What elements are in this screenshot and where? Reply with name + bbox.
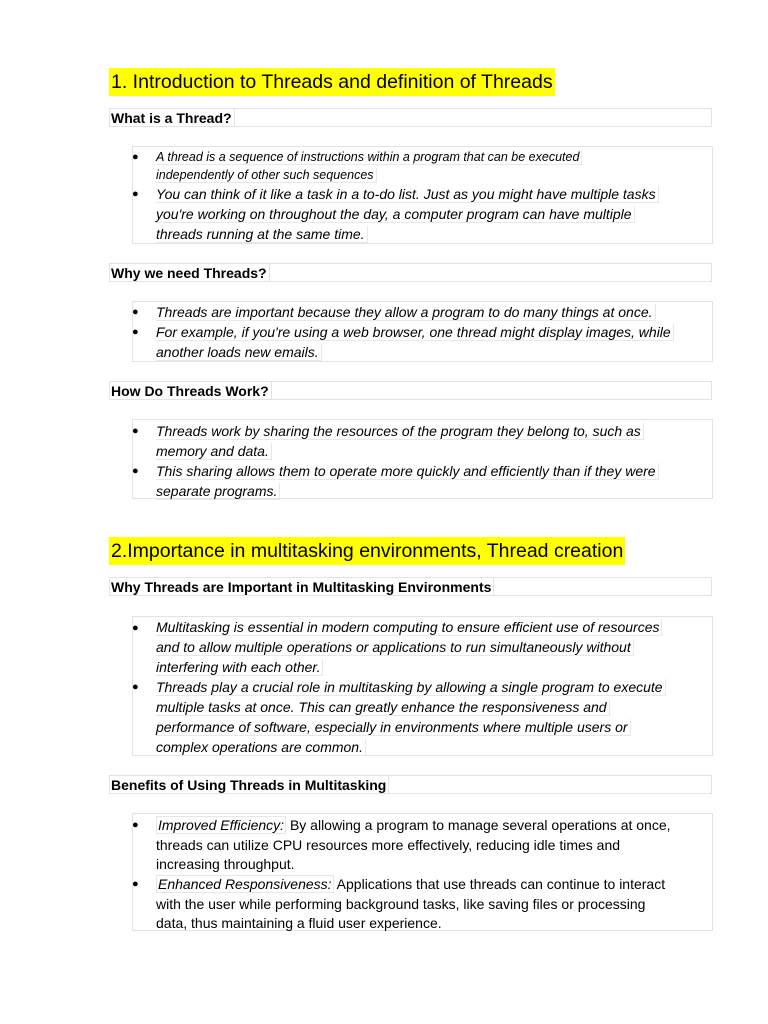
list-item-line: For example, if you're using a web browser, one thread might display images, while xyxy=(156,324,674,341)
bullet-icon: ● xyxy=(132,151,139,163)
list-item-line: increasing throughput. xyxy=(156,856,295,872)
bullet-icon: ● xyxy=(132,465,139,477)
bullet-icon: ● xyxy=(132,188,139,200)
list-item-line: you're working on throughout the day, a computer program can have multiple xyxy=(156,206,635,223)
subsection-heading: How Do Threads Work? xyxy=(111,382,272,400)
list-item-line: separate programs. xyxy=(156,483,280,500)
benefit-term: Enhanced Responsiveness: xyxy=(158,876,332,892)
bullet-list xyxy=(132,301,713,362)
subsection-heading: Why we need Threads? xyxy=(111,264,270,282)
subsection-heading-box xyxy=(109,381,712,400)
list-item-line: and to allow multiple operations or applications to run simultaneously without xyxy=(156,639,634,656)
benefit-term: Improved Efficiency: xyxy=(158,817,285,833)
bullet-list xyxy=(132,813,713,931)
list-item-line: memory and data. xyxy=(156,443,272,460)
list-item-line: performance of software, especially in environments where multiple users or xyxy=(156,719,631,736)
bullet-icon: ● xyxy=(132,425,139,437)
bullet-list xyxy=(132,146,713,244)
section-title: 2.Importance in multitasking environments, Thread creation xyxy=(109,537,625,565)
benefit-text: Applications that use threads can continue to interact xyxy=(333,876,666,892)
list-item-line: You can think of it like a task in a to-do list. Just as you might have multiple tasks xyxy=(156,186,659,203)
list-item-line: with the user while performing background tasks, like saving files or processing xyxy=(156,896,646,912)
bullet-icon: ● xyxy=(132,878,139,890)
list-item-line: This sharing allows them to operate more quickly and efficiently than if they were xyxy=(156,463,659,480)
bullet-icon: ● xyxy=(132,306,139,318)
list-item-line: Threads play a crucial role in multitasking by allowing a single program to execute xyxy=(156,679,666,696)
bullet-icon: ● xyxy=(132,681,139,693)
bullet-list xyxy=(132,616,713,756)
list-item-line: threads running at the same time. xyxy=(156,226,368,243)
subsection-heading-box xyxy=(109,577,712,596)
subsection-heading-box xyxy=(109,263,712,282)
subsection-heading: Why Threads are Important in Multitasking Environments xyxy=(111,578,494,596)
list-item-line: interfering with each other. xyxy=(156,659,323,676)
bullet-icon: ● xyxy=(132,622,139,634)
bullet-icon: ● xyxy=(132,819,139,831)
list-item-line: Threads are important because they allow a program to do many things at once. xyxy=(156,304,656,321)
subsection-heading-box xyxy=(109,108,712,127)
section-title: 1. Introduction to Threads and definition of Threads xyxy=(109,68,555,96)
bullet-icon: ● xyxy=(132,326,139,338)
list-item-line: threads can utilize CPU resources more effectively, reducing idle times and xyxy=(156,837,621,853)
list-item-line: data, thus maintaining a fluid user experience. xyxy=(156,915,442,931)
list-item-line: multiple tasks at once. This can greatly enhance the responsiveness and xyxy=(156,699,610,716)
list-item-line: independently of other such sequences xyxy=(156,168,377,183)
list-item-line: A thread is a sequence of instructions within a program that can be executed xyxy=(156,150,582,165)
list-item-line: Multitasking is essential in modern computing to ensure efficient use of resources xyxy=(156,619,662,636)
list-item-line: another loads new emails. xyxy=(156,344,322,361)
subsection-heading-box xyxy=(109,775,712,794)
bullet-list xyxy=(132,419,713,499)
list-item-line: Threads work by sharing the resources of the program they belong to, such as xyxy=(156,423,644,440)
list-item-line: complex operations are common. xyxy=(156,739,366,756)
subsection-heading: What is a Thread? xyxy=(111,109,235,127)
benefit-text: By allowing a program to manage several operations at once, xyxy=(286,817,671,833)
subsection-heading: Benefits of Using Threads in Multitasking xyxy=(111,776,389,794)
